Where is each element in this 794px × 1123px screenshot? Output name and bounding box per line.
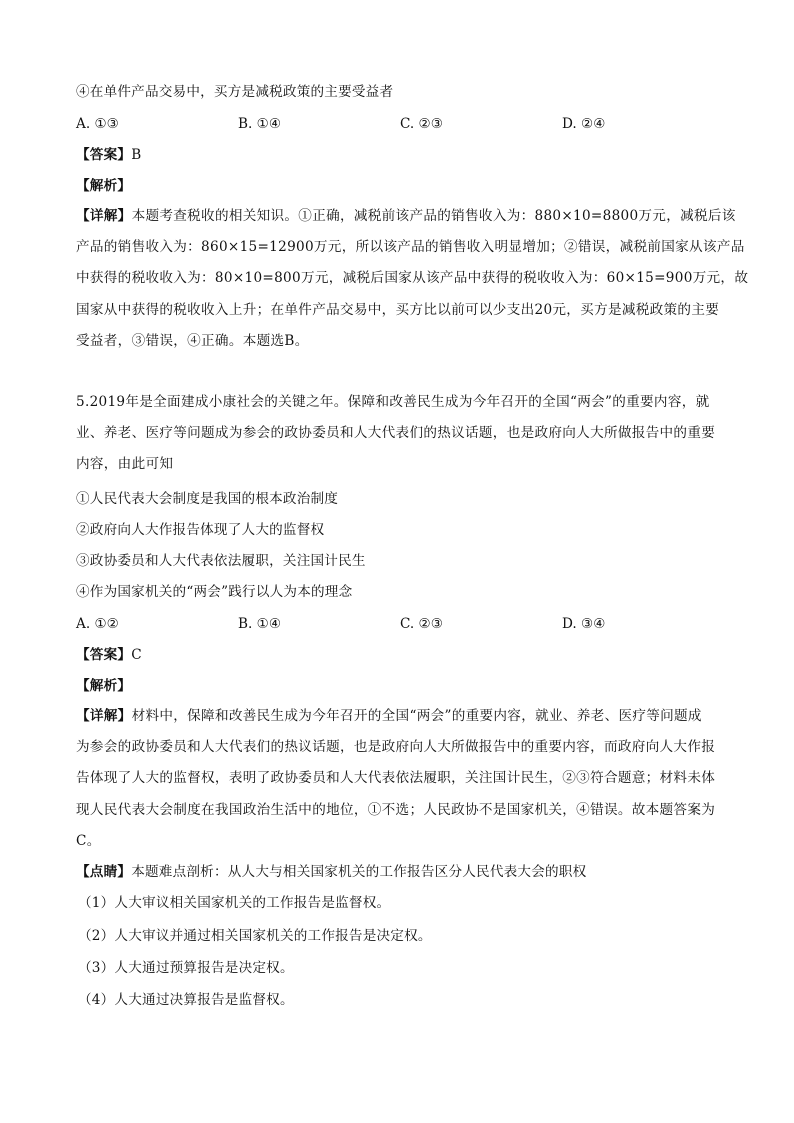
q5-option-b: B. ①④ [238, 616, 282, 632]
q5-stem-line-1: 5.2019年是全面建成小康社会的关键之年。保障和改善民生成为今年召开的全国“两会”的重要内容，就 [76, 394, 710, 410]
q4-option-d: D. ②④ [562, 116, 606, 132]
q4-detail-line-4: 国家从中获得的税收收入上升；在单件产品交易中，买方比以前可以少支出20元，买方是减税政策的主要 [76, 301, 720, 318]
q4-detail [76, 201, 749, 357]
q4-detail-line-2: 产品的销售收入为：860×15=12900万元，所以该产品的销售收入明显增加；②错误，减税前国家从该产品 [76, 239, 745, 256]
detail-text: 材料中，保障和改善民生成为今年召开的全国“两会”的重要内容，就业、养老、医疗等问题成 [131, 708, 702, 724]
q5-detail-line-5: C。 [76, 832, 101, 849]
q4-option-c: C. ②③ [400, 116, 443, 132]
tip-label: 【点睛】 [76, 864, 132, 880]
answer-value: B [131, 147, 142, 163]
q4-option-b: B. ①④ [238, 116, 282, 132]
q5-detail-line-1 [76, 701, 718, 732]
answer-value: C [131, 647, 142, 663]
q5-tip-item-4: （4）人大通过决算报告是监督权。 [78, 992, 294, 1008]
q5-statement-3: ③政协委员和人大代表依法履职，关注国计民生 [76, 553, 366, 569]
answer-label: 【答案】 [76, 147, 132, 163]
q5-option-d: D. ③④ [562, 616, 606, 632]
q4-analysis-label: 【解析】 [76, 178, 132, 194]
q4-answer [76, 145, 726, 165]
q4-detail-line-1 [76, 201, 736, 232]
q5-detail-line-3: 告体现了人大的监督权，表明了政协委员和人大代表依法履职，关注国计民生，②③符合题意；材料未体 [76, 770, 716, 787]
q5-stem-line-2: 业、养老、医疗等问题成为参会的政协委员和人大代表们的热议话题，也是政府向人大所做报告中的重要 [76, 425, 716, 442]
tip-text: 本题难点剖析：从人大与相关国家机关的工作报告区分人民代表大会的职权 [131, 864, 587, 880]
q4-detail-line-5: 受益者，③错误，④正确。本题选B。 [76, 332, 309, 349]
answer-label: 【答案】 [76, 647, 132, 663]
q4-option-a: A. ①③ [76, 116, 119, 132]
q5-tip-item-1: （1）人大审议相关国家机关的工作报告是监督权。 [78, 895, 391, 911]
q5-tip-item-2: （2）人大审议并通过相关国家机关的工作报告是决定权。 [78, 928, 432, 944]
q5-option-a: A. ①② [76, 616, 119, 632]
q5-statement-2: ②政府向人大作报告体现了人大的监督权 [76, 522, 325, 538]
q5-option-c: C. ②③ [400, 616, 443, 632]
q5-tip [76, 862, 726, 882]
q5-detail-line-4: 现人民代表大会制度在我国政治生活中的地位，①不选；人民政协不是国家机关，④错误。故本题答案为 [76, 801, 716, 818]
q5-stem-line-3: 内容，由此可知 [76, 456, 174, 473]
q5-statement-1: ①人民代表大会制度是我国的根本政治制度 [76, 491, 339, 507]
q4-statement-4: ④在单件产品交易中，买方是减税政策的主要受益者 [76, 84, 394, 100]
q4-detail-line-3: 中获得的税收收入为：80×10=800万元，减税后国家从该产品中获得的税收收入为：60×15=900万元，故 [76, 270, 749, 287]
q5-answer [76, 645, 726, 665]
q5-analysis-label: 【解析】 [76, 678, 132, 694]
q5-statement-4: ④作为国家机关的“两会”践行以人为本的理念 [76, 584, 353, 600]
detail-label: 【详解】 [76, 208, 132, 224]
detail-label: 【详解】 [76, 708, 132, 724]
q5-detail-line-2: 为参会的政协委员和人大代表们的热议话题，也是政府向人大所做报告中的重要内容，而政府向人大作报 [76, 739, 716, 756]
q5-detail [76, 701, 718, 857]
detail-text: 本题考查税收的相关知识。①正确，减税前该产品的销售收入为：880×10=8800万元，减税后该 [131, 208, 736, 224]
q5-tip-item-3: （3）人大通过预算报告是决定权。 [78, 960, 294, 976]
q5-stem [76, 387, 718, 481]
